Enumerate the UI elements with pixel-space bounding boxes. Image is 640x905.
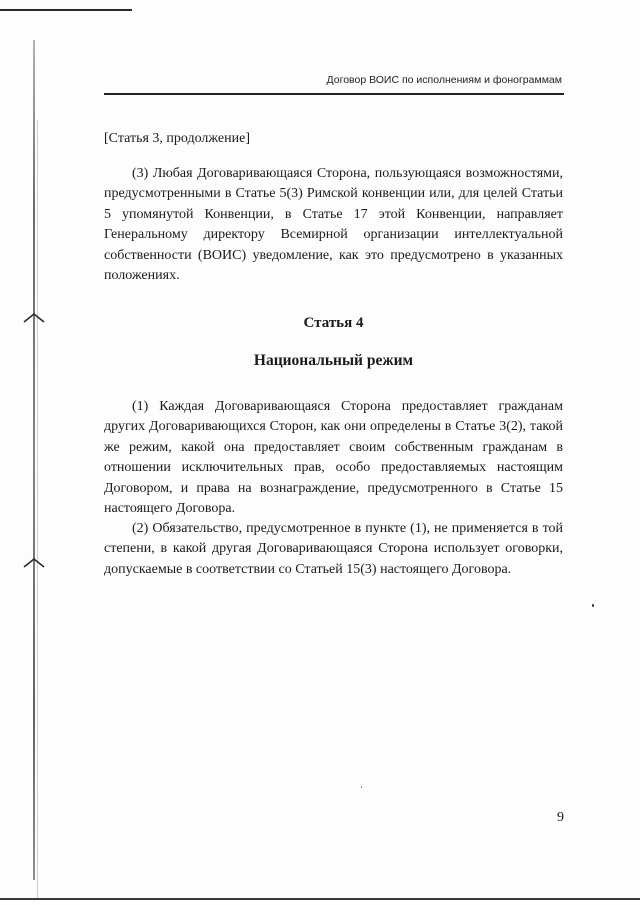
article4-paragraph-2: (2) Обязательство, предусмотренное в пункте (1), не применяется в той степени, в какой другая Договаривающаяся Сторона использует оговорки, допускаемые в соответствии со Статьей 15(3) настоящего Договора.: [104, 521, 563, 577]
article-title: Статья 4: [303, 315, 364, 331]
binding-clip-mark: [22, 312, 46, 324]
scan-speck: [361, 786, 362, 788]
article4-paragraph-1: (1) Каждая Договаривающаяся Сторона предоставляет гражданам других Договаривающихся Сторон, как они определены в Статье 3(2), такой же режим, какой она предоставляет своим собственным гражданам в отношении исключительных прав, особо предоставляемых настоящим Договором, и права на вознаграждение, предусмотренного в Статье 15 настоящего Договора.: [104, 399, 563, 517]
scan-speck: [592, 604, 594, 607]
scan-bottom-rule: [0, 898, 640, 900]
article-continuation-label: [Статья 3, продолжение]: [104, 131, 250, 146]
scan-binding-edge: [33, 40, 35, 880]
page-number: 9: [557, 810, 564, 825]
binding-clip-mark: [22, 557, 46, 569]
article-subtitle: Национальный режим: [253, 352, 414, 369]
article3-paragraph-3: (3) Любая Договаривающаяся Сторона, пользующаяся возможностями, предусмотренными в Статье 5(3) Римской конвенции или, для целей Статьи 5 упомянутой Конвенции, в Статье 17 этой Конвенции, направляет Генеральному директору Всемирной организации интеллектуальной собственности (ВОИС) уведомление, как это предусмотрено в указанных положениях.: [104, 166, 563, 284]
scan-binding-edge-secondary: [37, 120, 38, 900]
running-header: Договор ВОИС по исполнениям и фонограммам: [326, 74, 562, 86]
header-rule: [104, 93, 564, 95]
scan-top-rule: [0, 9, 132, 11]
